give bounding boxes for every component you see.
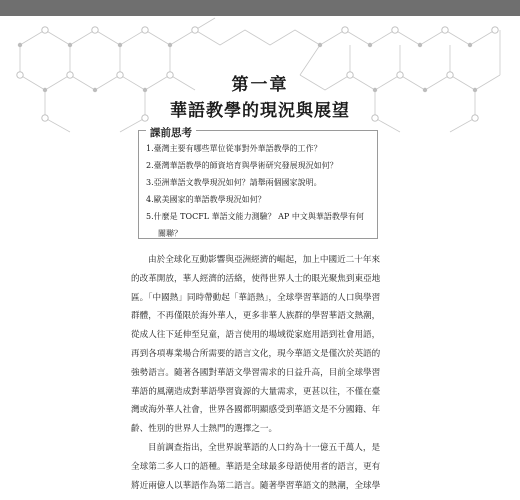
body-line: 全球第二多人口的語種。華語是全球最多母語使用者的語言，更有 bbox=[131, 461, 381, 472]
body-line: 再到各項專業場合所需要的語言文化，現今華語文是僅次於英語的 bbox=[131, 348, 381, 359]
preview-question: 2.臺灣華語教學的師資培育與學術研究發展現況如何？ bbox=[146, 161, 338, 170]
body-line: 的改革開放，華人經濟的活絡，使得世界人士的眼光聚焦到東亞地 bbox=[131, 273, 381, 284]
preview-question-list bbox=[146, 140, 372, 242]
preview-question: 4.歐美國家的華語教學現況如何？ bbox=[146, 195, 266, 204]
chapter-number: 第一章 bbox=[231, 75, 289, 95]
body-line: 從成人往下延伸至兒童，語言使用的場域從家庭用語到社會用語， bbox=[131, 330, 381, 341]
preview-questions-label: 課前思考 bbox=[146, 125, 196, 140]
body-line: 群體，不再僅限於海外華人，更多非華人族群的學習華語文熱潮， bbox=[131, 311, 381, 322]
body-line: 目前調查指出，全世界說華語的人口約為十一億五千萬人，是 bbox=[148, 442, 381, 453]
preview-question-continuation: 關聯？ bbox=[158, 229, 182, 238]
body-line: 將近兩億人以華語作為第二語言。隨著學習華語文的熱潮，全球學 bbox=[131, 480, 381, 491]
body-line: 灣或海外華人社會，世界各國都明顯感受到華語文是不分國籍、年 bbox=[131, 405, 381, 416]
preview-question: 5.什麼是 TOCFL 華語文能力測驗？ AP 中文與華語教學有何 bbox=[146, 212, 364, 221]
body-line: 區。「中國熱」同時帶動起「華語熱」，全球學習華語的人口與學習 bbox=[131, 292, 381, 303]
body-line: 齡、性別的世界人士熱門的選擇之一。 bbox=[131, 424, 278, 435]
body-text bbox=[131, 251, 393, 495]
preview-question: 1.臺灣主要有哪些單位從事對外華語教學的工作？ bbox=[146, 144, 322, 153]
chapter-title: 華語教學的現況與展望 bbox=[170, 101, 350, 121]
preview-question: 3.亞洲華語文教學現況如何？請舉兩個國家說明。 bbox=[146, 178, 322, 187]
body-line: 強勢語言。隨著各國對華語文學習需求的日益升高，目前全球學習 bbox=[131, 367, 381, 378]
body-line: 華語的風潮造成對華語學習資源的大量需求，更甚以往，不僅在臺 bbox=[131, 386, 381, 397]
body-line: 由於全球化互動影響與亞洲經濟的崛起，加上中國近二十年來 bbox=[148, 255, 381, 265]
